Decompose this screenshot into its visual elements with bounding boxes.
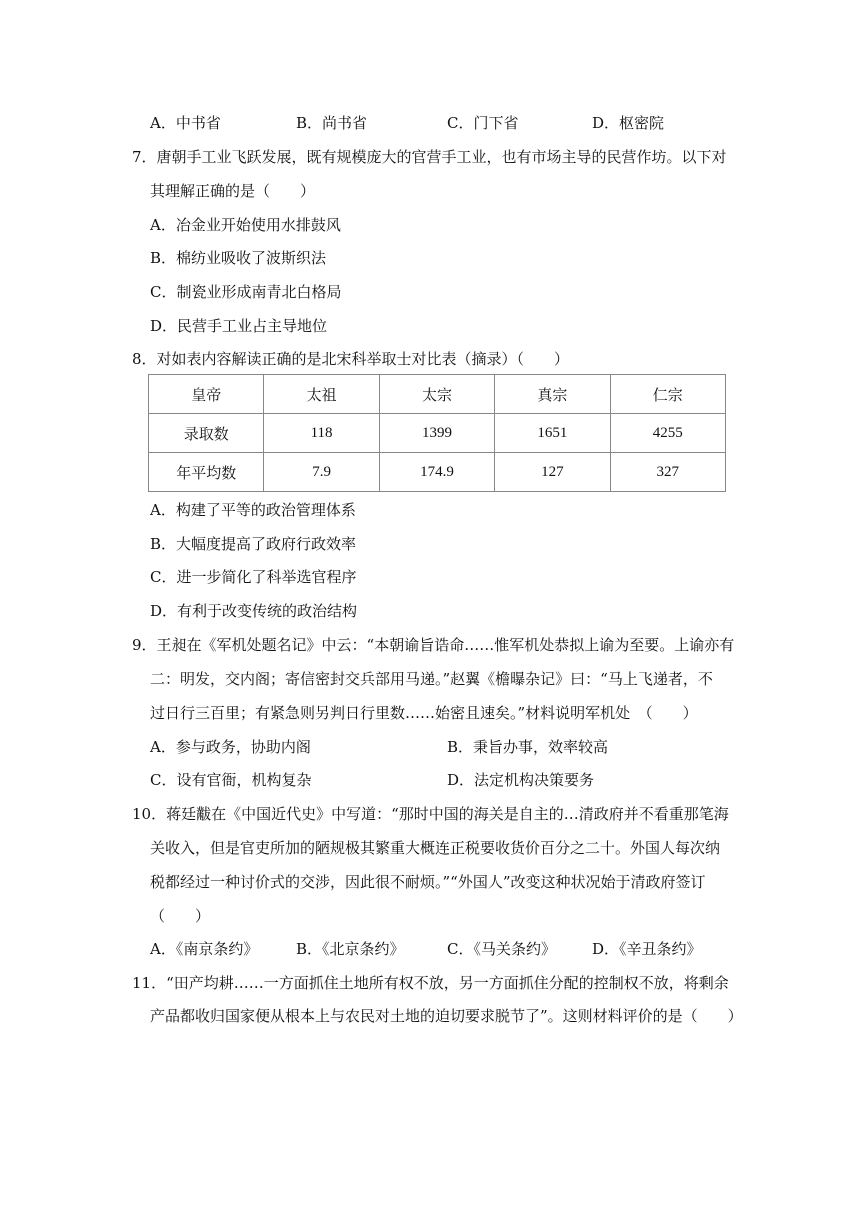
q9-stem-line-1: 9．王昶在《军机处题名记》中云：“本朝谕旨诰命……惟军机处恭拟上谕为至要。上谕亦有	[132, 636, 735, 654]
q6-option-b[interactable]: B．尚书省	[296, 114, 368, 132]
table-row	[149, 453, 726, 492]
q10-stem-line-4: （ ）	[150, 907, 211, 925]
q10-option-d[interactable]: D．《辛丑条约》	[592, 940, 702, 958]
table-header-cell: 太祖	[264, 375, 379, 414]
table-cell: 1399	[379, 414, 494, 453]
q10-option-b[interactable]: B．《北京条约》	[296, 940, 405, 958]
q7-option-a[interactable]: A．冶金业开始使用水排鼓风	[150, 216, 341, 234]
q9-stem-line-2: 二：明发，交内阁；寄信密封交兵部用马递。”赵翼《檐曝杂记》曰：“马上飞递者，不	[150, 670, 713, 688]
q10-option-c[interactable]: C．《马关条约》	[447, 940, 556, 958]
table-cell: 年平均数	[149, 453, 264, 492]
q9-option-c[interactable]: C．设有官衙，机构复杂	[150, 771, 312, 789]
q7-option-b[interactable]: B．棉纺业吸收了波斯织法	[150, 249, 327, 267]
q6-option-d[interactable]: D．枢密院	[592, 114, 665, 132]
table-cell: 127	[495, 453, 610, 492]
q7-option-d[interactable]: D．民营手工业占主导地位	[150, 317, 328, 335]
q9-option-a[interactable]: A．参与政务，协助内阁	[150, 738, 311, 756]
q7-stem-line-2: 其理解正确的是（ ）	[150, 182, 316, 200]
q10-stem-line-3: 税都经过一种讨价式的交涉，因此很不耐烦。”“外国人”改变这种状况始于清政府签订	[150, 873, 706, 891]
table-header-cell: 太宗	[379, 375, 494, 414]
q7-option-c[interactable]: C．制瓷业形成南青北白格局	[150, 283, 342, 301]
q9-option-b[interactable]: B．秉旨办事，效率较高	[447, 738, 609, 756]
table-cell: 327	[610, 453, 725, 492]
q10-option-a[interactable]: A．《南京条约》	[150, 940, 259, 958]
q8-option-b[interactable]: B．大幅度提高了政府行政效率	[150, 535, 357, 553]
q8-option-d[interactable]: D．有利于改变传统的政治结构	[150, 602, 358, 620]
q10-stem-line-1: 10．蒋廷黻在《中国近代史》中写道：“那时中国的海关是自主的…清政府并不看重那笔海	[132, 805, 729, 823]
table-row	[149, 414, 726, 453]
q11-stem-line-1: 11．“田产均耕……一方面抓住土地所有权不放，另一方面抓住分配的控制权不放，将剩余	[132, 974, 729, 992]
table-cell: 7.9	[264, 453, 379, 492]
q6-option-c[interactable]: C．门下省	[447, 114, 519, 132]
q11-stem-line-2: 产品都收归国家便从根本上与农民对土地的迫切要求脱节了”。这则材料评价的是（ ）	[150, 1007, 743, 1025]
q6-option-a[interactable]: A．中书省	[150, 114, 221, 132]
q8-option-c[interactable]: C．进一步简化了科举选官程序	[150, 568, 357, 586]
table-cell: 118	[264, 414, 379, 453]
table-header-cell: 仁宗	[610, 375, 725, 414]
table-cell: 录取数	[149, 414, 264, 453]
q9-stem-line-3: 过日行三百里；有紧急则另判日行里数……始密且速矣。”材料说明军机处 （ ）	[150, 704, 698, 722]
q7-stem-line-1: 7．唐朝手工业飞跃发展，既有规模庞大的官营手工业，也有市场主导的民营作坊。以下对	[132, 148, 727, 166]
q8-stem: 8．对如表内容解读正确的是北宋科举取士对比表（摘录）（ ）	[132, 350, 570, 368]
table-cell: 4255	[610, 414, 725, 453]
table-header-cell: 真宗	[495, 375, 610, 414]
keju-table	[148, 374, 726, 492]
table-cell: 1651	[495, 414, 610, 453]
table-header-row	[149, 375, 726, 414]
q10-stem-line-2: 关收入，但是官吏所加的陋规极其繁重大概连正税要收货价百分之二十。外国人每次纳	[150, 839, 721, 857]
table-cell: 174.9	[379, 453, 494, 492]
q8-option-a[interactable]: A．构建了平等的政治管理体系	[150, 501, 356, 519]
q9-option-d[interactable]: D．法定机构决策要务	[447, 771, 595, 789]
table-header-cell: 皇帝	[149, 375, 264, 414]
